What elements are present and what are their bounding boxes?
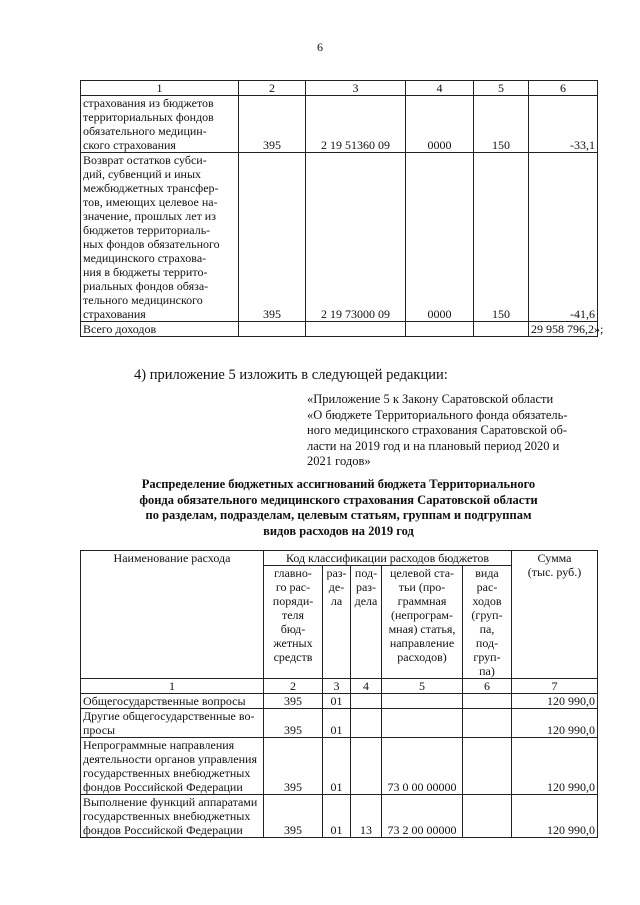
col-header: 2 [239, 81, 306, 96]
col-header-name: Наименование расхода [81, 551, 264, 679]
row-name: Выполнение функций аппаратами государственных внебюджетных фондов Российской Федерации [81, 795, 264, 838]
col-number: 1 [81, 679, 264, 694]
cell-sum: 120 990,0 [512, 795, 598, 838]
amendment-instruction: 4) приложение 5 изложить в следующей редакции: [134, 367, 448, 383]
expenditure-table-header [81, 551, 598, 566]
table-row [81, 709, 598, 738]
cell-razdel: 01 [323, 694, 351, 709]
col-number: 5 [382, 679, 463, 694]
table-row [81, 738, 598, 795]
section-heading: Распределение бюджетных ассигнований бюджета Территориального фонда обязательного медицинского страхования Саратовской области по разделам, подразделам, целевым статьям, группам и подгруппам видов расходов на 2019 год [139, 477, 538, 538]
cell-glav: 395 [264, 709, 323, 738]
cell-kbk: 2 19 51360 09 [306, 96, 406, 153]
col-header-code-group: Код классификации расходов бюджетов [264, 551, 512, 566]
cell-sum: 120 990,0 [512, 694, 598, 709]
col-header-podrazdel: под- раз- дела [351, 566, 382, 679]
table-row [81, 795, 598, 838]
row-name: Непрограммные направления деятельности органов управления государственных внебюджетных фондов Российской Федерации [81, 738, 264, 795]
cell-tsel [382, 709, 463, 738]
col-header: 3 [306, 81, 406, 96]
revenue-table [80, 80, 604, 337]
cell-tsel [382, 694, 463, 709]
page-number: 6 [317, 40, 323, 54]
cell-podrazdel [351, 694, 382, 709]
cell-razdel: 01 [323, 709, 351, 738]
col-number: 2 [264, 679, 323, 694]
cell-subtype: 0000 [406, 96, 474, 153]
col-header: 1 [81, 81, 239, 96]
cell-kosgu: 150 [474, 96, 529, 153]
cell-tsel: 73 0 00 00000 [382, 738, 463, 795]
table-row [81, 96, 598, 153]
cell-kbk: 2 19 73000 09 [306, 153, 406, 322]
cell-vid [463, 738, 512, 795]
cell-admin-code: 395 [239, 153, 306, 322]
col-number: 4 [351, 679, 382, 694]
appendix-reference: «Приложение 5 к Закону Саратовской области «О бюджете Территориального фонда обязатель- ного медицинского страхования Саратовской об- ласти на 2019 год и на плановый период 2020 и 2021 годов» [307, 392, 568, 468]
column-number-row [81, 679, 598, 694]
cell-sum: 120 990,0 [512, 709, 598, 738]
revenue-table-header [81, 81, 598, 96]
col-header-vid-rashodov: вида рас- ходов (груп- па, под- груп- па) [463, 566, 512, 679]
cell-vid [463, 795, 512, 838]
cell-razdel: 01 [323, 795, 351, 838]
expenditure-table [80, 550, 598, 838]
cell-podrazdel [351, 738, 382, 795]
cell-vid [463, 694, 512, 709]
cell-glav: 395 [264, 738, 323, 795]
total-row [81, 322, 598, 337]
cell-admin-code: 395 [239, 96, 306, 153]
cell-subtype: 0000 [406, 153, 474, 322]
col-number: 7 [512, 679, 598, 694]
col-header: 4 [406, 81, 474, 96]
row-name: Другие общегосударственные во- просы [81, 709, 264, 738]
col-header: 5 [474, 81, 529, 96]
row-name: Общегосударственные вопросы [81, 694, 264, 709]
cell-kosgu: 150 [474, 153, 529, 322]
cell-sum: 120 990,0 [512, 738, 598, 795]
col-header-glav: главно- го рас- поряди- теля бюд- жетных средств [264, 566, 323, 679]
col-header-tselevaya-statya: целевой ста- тьи (про- граммная (непрограм- мная) статья, направление расходов) [382, 566, 463, 679]
cell-podrazdel: 13 [351, 795, 382, 838]
total-label: Всего доходов [81, 322, 239, 337]
total-value: 29 958 796,2»; [529, 322, 598, 337]
col-header: 6 [529, 81, 598, 96]
row-name: Возврат остатков субси- дий, субвенций и иных межбюджетных трансфер- тов, имеющих целевое на- значение, прошлых лет из бюджетов территориаль- ных фондов обязательного медицинского страхова- ния в бюджеты террито- риальных фондов обяза- тельного медицинского страхования [81, 153, 239, 322]
table-row [81, 694, 598, 709]
table-row [81, 153, 598, 322]
col-header-sum: Сумма (тыс. руб.) [512, 551, 598, 679]
row-name: страхования из бюджетов территориальных фондов обязательного медицин- ского страхования [81, 96, 239, 153]
cell-tsel: 73 2 00 00000 [382, 795, 463, 838]
cell-glav: 395 [264, 694, 323, 709]
cell-glav: 395 [264, 795, 323, 838]
cell-amount: -33,1 [529, 96, 598, 153]
cell-amount: -41,6 [529, 153, 598, 322]
col-number: 3 [323, 679, 351, 694]
col-number: 6 [463, 679, 512, 694]
cell-vid [463, 709, 512, 738]
col-header-razdel: раз- де- ла [323, 566, 351, 679]
cell-podrazdel [351, 709, 382, 738]
cell-razdel: 01 [323, 738, 351, 795]
